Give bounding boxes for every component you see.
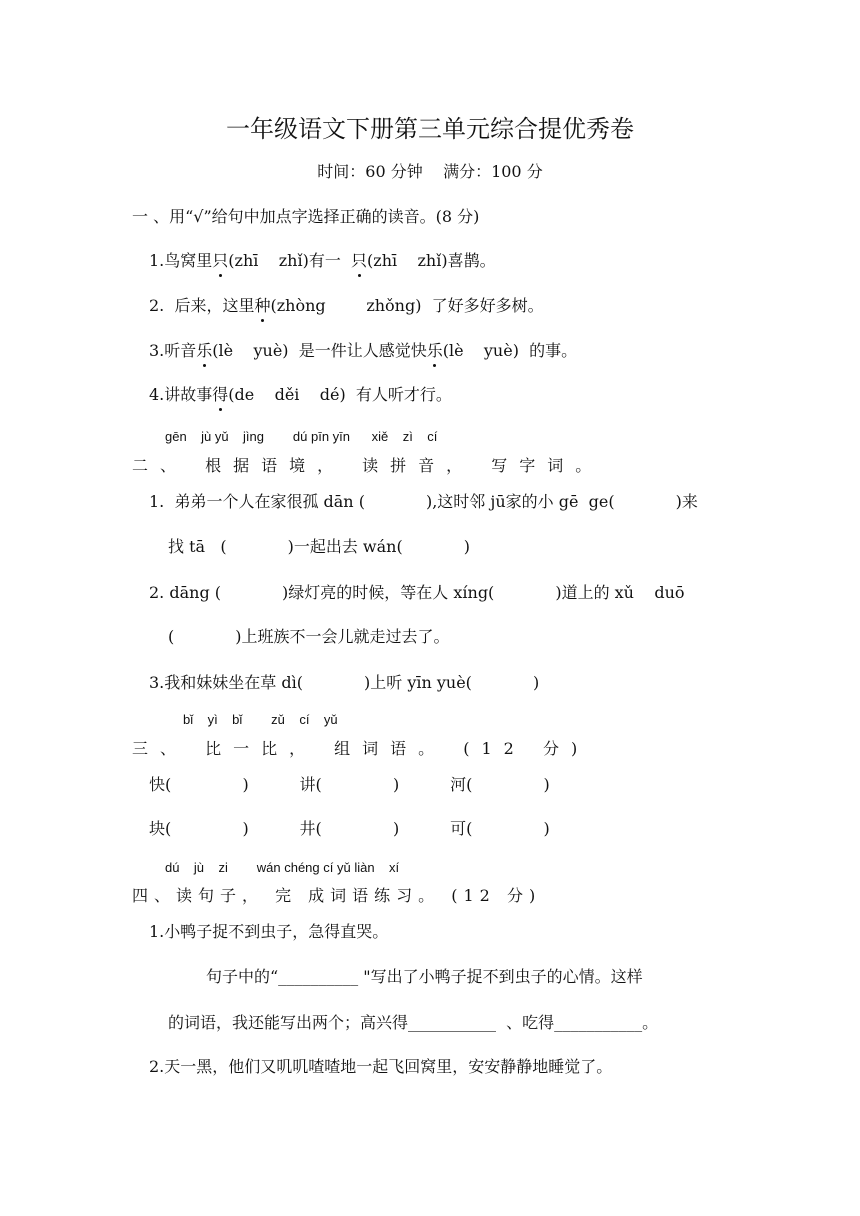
section2-line3: 2. dāng ( )绿灯亮的时候，等在人 xíng( )道上的 xǔ duō — [149, 583, 685, 602]
section3-pinyin: bǐ yì bǐ zǔ cí yǔ — [183, 712, 338, 727]
section4-question1-line1: 句子中的“__________ "写出了小鸭子捉不到虫子的心情。这样 — [206, 967, 643, 986]
section2-pinyin: gēn jù yǔ jìng dú pīn yīn xiě zì cí — [165, 429, 438, 444]
section1-question1: 1.鸟窝里只(zhī zhǐ)有一 只(zhī zhǐ)喜鹊。 — [149, 251, 496, 270]
section2-line1: 1. 弟弟一个人在家很孤 dān ( ),这时邻 jū家的小 gē ge( )来 — [149, 492, 698, 511]
section1-question3: 3.听音乐(lè yuè) 是一件让人感觉快乐(lè yuè) 的事。 — [149, 341, 578, 360]
section4-heading: 四、读句子， 完 成词语练习。 (12 分) — [132, 886, 542, 905]
section2-heading: 二、 根据语境， 读拼音， 写字词。 — [132, 456, 604, 475]
page-title: 一年级语文下册第三单元综合提优秀卷 — [226, 115, 634, 143]
section2-line4: ( )上班族不一会儿就走过去了。 — [168, 627, 450, 646]
section1-heading: 一 、用“√”给句中加点字选择正确的读音。(8 分) — [132, 207, 480, 226]
section3-row1: 快( ) 讲( ) 河( ) — [149, 775, 550, 794]
section2-line2: 找 tā ( )一起出去 wán( ) — [168, 537, 470, 556]
section4-question2: 2.天一黑，他们又叽叽喳喳地一起飞回窝里，安安静静地睡觉了。 — [149, 1057, 613, 1076]
section1-question2: 2. 后来，这里种(zhòng zhǒng) 了好多好多树。 — [149, 296, 544, 315]
section3-heading: 三、 比一比， 组词语。 (12 分) — [132, 739, 590, 758]
section3-row2: 块( ) 井( ) 可( ) — [149, 819, 550, 838]
section4-question1-line2: 的词语，我还能写出两个；高兴得___________ 、吃得___________。 — [168, 1013, 659, 1032]
section4-pinyin: dú jù zi wán chéng cí yǔ liàn xí — [165, 860, 400, 875]
section2-line5: 3.我和妹妹坐在草 dì( )上听 yīn yuè( ) — [149, 673, 540, 692]
page-subtitle: 时间：60 分钟 满分：100 分 — [317, 162, 543, 181]
section4-question1: 1.小鸭子捉不到虫子，急得直哭。 — [149, 922, 389, 941]
section1-question4: 4.讲故事得(de děi dé) 有人听才行。 — [149, 385, 452, 404]
